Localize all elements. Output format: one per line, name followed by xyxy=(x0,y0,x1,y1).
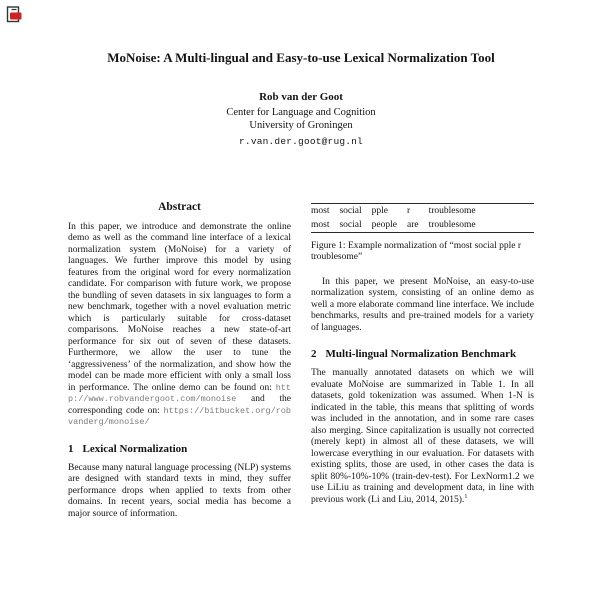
section2-paragraph xyxy=(311,368,534,506)
author-email: r.van.der.goot@rug.nl xyxy=(239,135,363,147)
section1-heading xyxy=(68,443,291,456)
abstract-text-1: In this paper, we introduce and demonstrate the online demo as well as the command line interface of a lexical normalization system (MoNoise) for a variety of languages. We further improve this model by using features from the original word for every normalization candidate. For comparison with future work, we propose the bundling of seven datasets in six languages to form a new benchmark, together with a novel evaluation metric which is particularly suitable for cross-dataset comparisons. MoNoise reaches a new state-of-art performance for six out of seven of these datasets. Furthermore, we allow the user to tune the ‘aggressiveness’ of the normalization, and show how the model can be made more efficient with only a small loss in performance. The online demo can be found on: xyxy=(68,221,291,393)
figure1-cell: troublesome xyxy=(428,219,476,230)
figure1-cell: most xyxy=(311,219,330,230)
figure1-cell: most xyxy=(311,205,330,216)
figure1-row-normalized xyxy=(311,218,534,233)
figure1-cell: social xyxy=(339,205,362,216)
figure1-cell: pple xyxy=(371,205,389,216)
author-name: Rob van der Goot xyxy=(259,90,343,103)
affiliation-line-1: Center for Language and Cognition xyxy=(226,106,376,118)
figure1-cell: social xyxy=(339,219,362,230)
code-link[interactable]: https://bitbucket.org/robvanderg/monoise/ xyxy=(68,405,291,428)
abstract-paragraph xyxy=(68,222,291,429)
affiliation-line-2: University of Groningen xyxy=(249,120,353,132)
demo-link[interactable]: http://www.robvandergoot.com/monoise xyxy=(68,382,291,405)
section2-number: 2 xyxy=(311,348,317,361)
two-column-body xyxy=(68,201,534,521)
section1-paragraph: Because many natural language processing (NLP) systems are designed with standard texts in mind, they suffer performance drops when applied to texts from other domains. In recent years, social media has become a major source of information. xyxy=(68,462,291,519)
figure1-row-original xyxy=(311,203,534,218)
figure1-cell: troublesome xyxy=(428,205,476,216)
pdf-icon-glyph xyxy=(6,6,23,23)
intro-paragraph: In this paper, we present MoNoise, an easy-to-use normalization system, consisting of an online demo as well a more elaborate command line interface. We include benchmarks, results and pre-trained models for a variety of languages. xyxy=(311,276,534,333)
footnote-marker: 1 xyxy=(464,492,468,500)
figure1-cell: are xyxy=(406,219,419,230)
abstract-text-2: and the corresponding code on: xyxy=(68,394,291,416)
section2-title: Multi-lingual Normalization Benchmark xyxy=(325,348,517,361)
section2-text: The manually annotated datasets on which we will evaluate MoNoise are summarized in Table 1. In all datasets, gold tokenization was assumed. When 1-N is indicated in the table, this means that splitting of words was included in the annotation, and in some rare cases also merging. Since capitalization is usually not corrected (merely kept) in almost all of these datasets, we will lowercase everything in our evaluation. For datasets with existing splits, those are used, in other cases the data is split 80%-10%-10% (train-dev-test). For LexNorm1.2 we use LiLiu as training and development data, in line with previous work (Li and Liu, 2014, 2015). xyxy=(311,368,534,505)
pdf-icon[interactable] xyxy=(6,6,23,23)
paper-title: MoNoise: A Multi-lingual and Easy-to-use Lexical Normalization Tool xyxy=(107,50,495,65)
section2-heading xyxy=(311,348,534,361)
abstract-heading: Abstract xyxy=(158,200,201,213)
figure1-cell: r xyxy=(406,205,411,216)
figure1-cell: people xyxy=(371,219,397,230)
figure1-caption: Figure 1: Example normalization of “most social pple r troublesome” xyxy=(311,240,522,263)
right-column xyxy=(311,201,534,521)
section1-number: 1 xyxy=(68,442,74,455)
figure1-table xyxy=(311,203,534,233)
left-column xyxy=(68,201,291,521)
section1-title: Lexical Normalization xyxy=(82,442,188,455)
